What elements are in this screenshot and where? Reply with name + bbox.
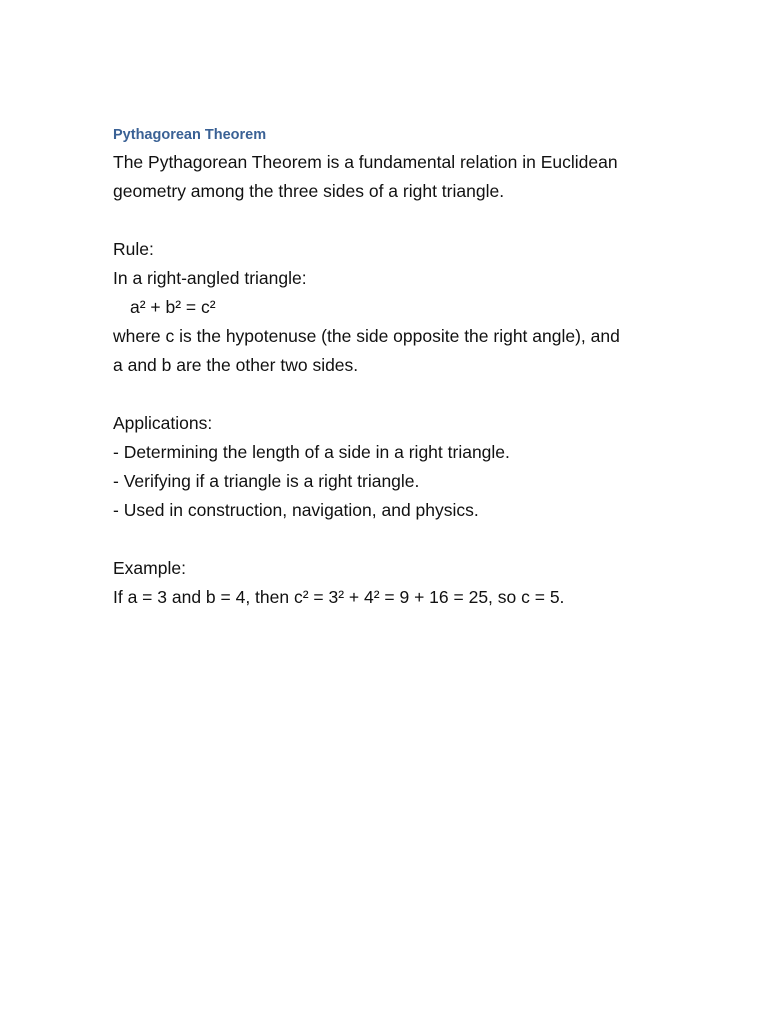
application-item: - Used in construction, navigation, and physics. xyxy=(113,500,479,520)
explanation-line: a and b are the other two sides. xyxy=(113,355,359,375)
document-page xyxy=(113,124,673,612)
document-heading: Pythagorean Theorem xyxy=(113,127,267,143)
rule-line: In a right-angled triangle: xyxy=(113,268,307,288)
paragraph-spacer xyxy=(113,525,673,554)
rule-label: Rule: xyxy=(113,239,154,259)
application-item: - Determining the length of a side in a right triangle. xyxy=(113,442,510,462)
application-item: - Verifying if a triangle is a right triangle. xyxy=(113,471,420,491)
intro-line: geometry among the three sides of a right triangle. xyxy=(113,181,505,201)
paragraph-spacer xyxy=(113,206,673,235)
explanation-line: where c is the hypotenuse (the side opposite the right angle), and xyxy=(113,326,620,346)
applications-label: Applications: xyxy=(113,413,213,433)
example-line: If a = 3 and b = 4, then c² = 3² + 4² = 9 + 16 = 25, so c = 5. xyxy=(113,587,565,607)
example-label: Example: xyxy=(113,558,186,578)
pythagorean-formula: a² + b² = c² xyxy=(130,297,216,317)
intro-line: The Pythagorean Theorem is a fundamental relation in Euclidean xyxy=(113,152,618,172)
paragraph-spacer xyxy=(113,380,673,409)
